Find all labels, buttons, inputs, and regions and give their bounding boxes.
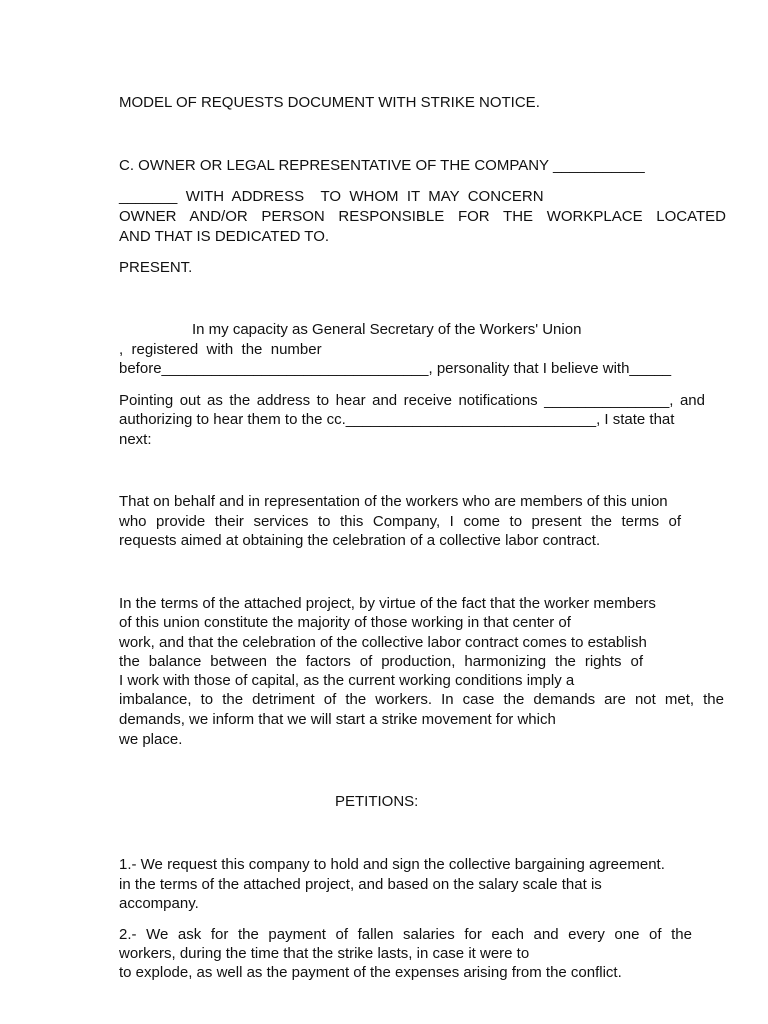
address-paragraph-line: next: (119, 431, 152, 448)
addressee-line: C. OWNER OR LEGAL REPRESENTATIVE OF THE COMPANY ___________ (119, 157, 645, 174)
intro-line: , registered with the number (119, 341, 322, 358)
petition-item: 2.- We ask for the payment of fallen salaries for each and every one of the (119, 926, 692, 943)
petition-item: to explode, as well as the payment of the expenses arising from the conflict. (119, 964, 622, 981)
document-title: MODEL OF REQUESTS DOCUMENT WITH STRIKE NOTICE. (119, 94, 540, 111)
terms-paragraph-line: I work with those of capital, as the current working conditions imply a (119, 672, 575, 689)
terms-paragraph-line: the balance between the factors of production, harmonizing the rights of (119, 653, 643, 670)
present-label: PRESENT. (119, 259, 193, 276)
addressee-line: OWNER AND/OR PERSON RESPONSIBLE FOR THE WORKPLACE LOCATED (119, 208, 726, 225)
behalf-paragraph-line: who provide their services to this Company, I come to present the terms of (119, 513, 681, 530)
terms-paragraph-line: work, and that the celebration of the collective labor contract comes to establish (119, 634, 647, 651)
terms-paragraph-line: demands, we inform that we will start a strike movement for which (119, 711, 556, 728)
petition-item: workers, during the time that the strike lasts, in case it were to (119, 945, 530, 962)
addressee-line: AND THAT IS DEDICATED TO. (119, 228, 330, 245)
terms-paragraph-line: imbalance, to the detriment of the workers. In case the demands are not met, the (119, 691, 724, 708)
petition-item: accompany. (119, 895, 199, 912)
petition-item: 1.- We request this company to hold and sign the collective bargaining agreement. (119, 856, 665, 873)
petitions-heading: PETITIONS: (335, 793, 419, 810)
intro-line: before________________________________, personality that I believe with_____ (119, 360, 672, 377)
terms-paragraph-line: we place. (119, 731, 183, 748)
intro-line: In my capacity as General Secretary of the Workers' Union (192, 321, 582, 338)
terms-paragraph-line: of this union constitute the majority of those working in that center of (119, 614, 571, 631)
behalf-paragraph-line: requests aimed at obtaining the celebration of a collective labor contract. (119, 532, 601, 549)
behalf-paragraph-line: That on behalf and in representation of the workers who are members of this union (119, 493, 668, 510)
address-paragraph-line: Pointing out as the address to hear and receive notifications _______________, and (119, 392, 705, 409)
terms-paragraph-line: In the terms of the attached project, by virtue of the fact that the worker members (119, 595, 656, 612)
addressee-line: _______ WITH ADDRESS TO WHOM IT MAY CONCERN (119, 188, 544, 205)
address-paragraph-line: authorizing to hear them to the cc.______________________________, I state that (119, 411, 675, 428)
petition-item: in the terms of the attached project, and based on the salary scale that is (119, 876, 602, 893)
